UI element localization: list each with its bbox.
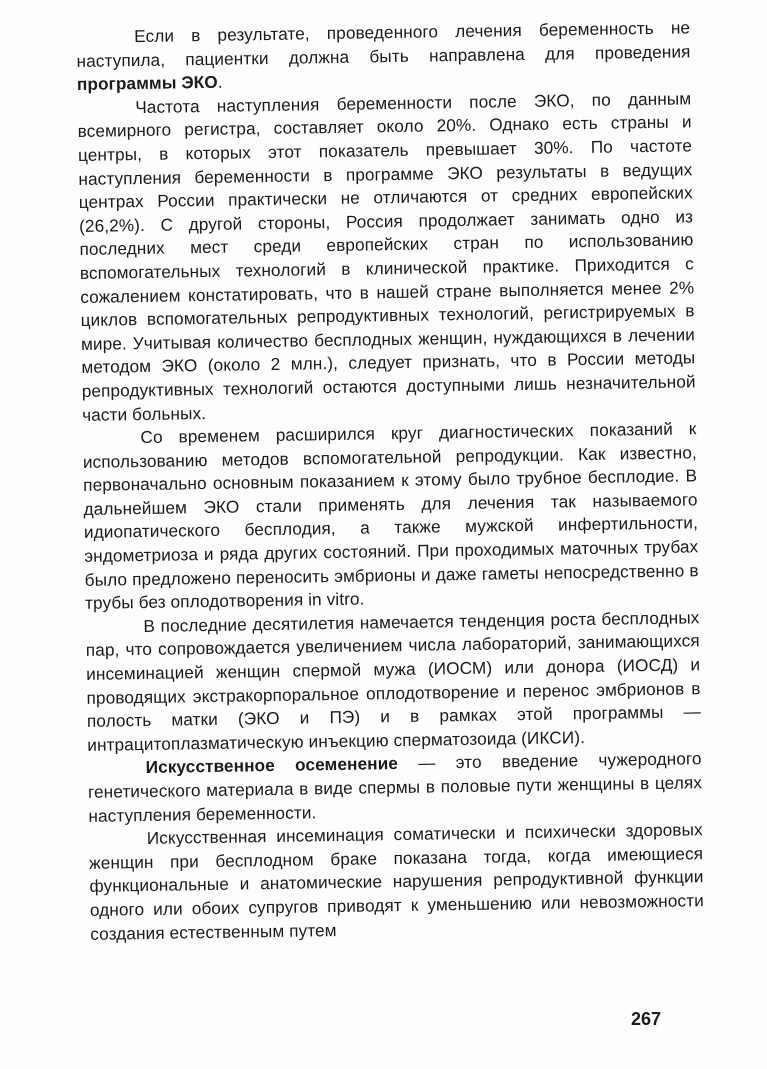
paragraph-5 [87,748,702,828]
paragraph-3: Со временем расширился круг диагностических показаний к использованию методов вспомогательной репродукции. Как известно, первоначально основным показанием к этому было трубное бесплодие. В дальнейшем ЭКО стали применять для лечения так называемого идиопатического бесплодия, а также мужской инфертильности, эндометриоза и ряда других состояний. При проходимых маточных трубах было предложено переносить эмбрионы и даже гаметы непосредственно в трубы без оплодотворения in vitro. [82,418,699,614]
paragraph-1-bold-term: программы ЭКО [76,71,218,95]
body-text [76,16,704,946]
paragraph-6: Искусственная инсеминация соматически и психически здоровых женщин при бесплодном браке показана тогда, когда имеющиеся функциональные и анатомические нарушения репродуктивной функции одного или обоих супругов приводят к уменьшению или невозможности создания естественным путем [88,819,704,944]
page-number: 267 [631,1009,662,1029]
paragraph-1-tail: . [217,71,223,92]
paragraph-5-bold-term: Искусственное осеменение [145,753,399,778]
paragraph-1 [76,16,691,96]
paragraph-4: В последние десятилетия намечается тенденция роста бесплодных пар, что сопровождается увеличением числа лабораторий, занимающихся инсеминацией женщин спермой мужа (ИОСМ) или донора (ИОСД) и проводящих экстракорпоральное оплодотворение и перенос эмбрионов в полость матки (ЭКО и ПЭ) и в рамках этой программы — интрацитоплазматическую инъекцию сперматозоида (ИКСИ). [85,607,702,755]
paragraph-2: Частота наступления беременности после ЭКО, по данным всемирного регистра, составляет около 20%. Однако есть страны и центры, в которых этот показатель превышает 30%. По частоте наступления беременности в программе ЭКО результаты в ведущих центрах России практически не отличаются от средних европейских (26,2%). С другой стороны, Россия продолжает занимать одно из последних мест среди европейских стран по использованию вспомогательных технологий в клинической практике. Приходится с сожалением констатировать, что в нашей стране выполняется менее 2% циклов вспомогательных репродуктивных технологий, регистрируемых в мире. Учитывая количество бесплодных женщин, нуждающихся в лечении методом ЭКО (около 2 млн.), следует признать, что в России методы репродуктивных технологий остаются доступными лишь незначительной части больных. [77,88,696,425]
paragraph-1-text: Если в результате, проведенного лечения беременность не наступила, пациентки должна быть направлена для проведения [76,17,691,71]
paragraph-5-text: — это введение чужеродного генетического материала в виде спермы в половые пути женщины в целях наступления беременности. [87,748,703,826]
